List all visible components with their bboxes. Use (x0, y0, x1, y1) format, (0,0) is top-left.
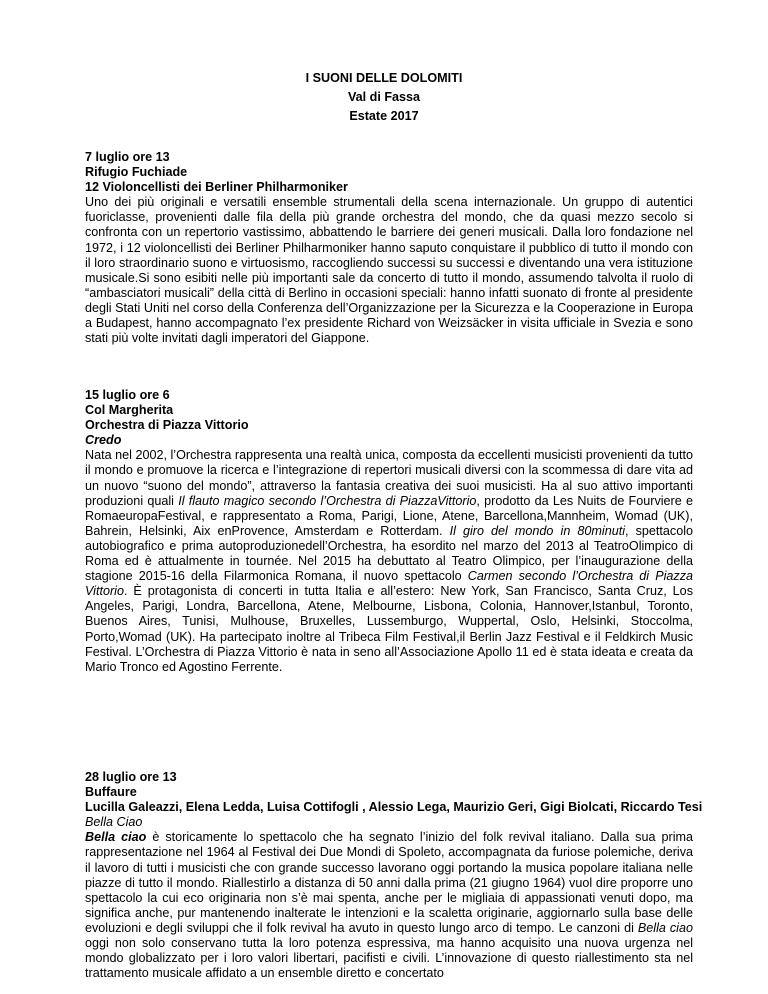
work-title: Il flauto magico secondo l’Orchestra di PiazzaVittorio (178, 493, 477, 508)
event-place: Buffaure (85, 785, 137, 800)
document-season: Estate 2017 (349, 109, 419, 123)
event-show-title: Bella Ciao (85, 815, 143, 830)
work-title: Bella ciao (637, 920, 693, 935)
description-text: , spettacolo autobiografico e prima autoproduzionedell’Orchestra, ha esordito nel marzo del 2013 al TeatroOlimpico di Roma ed è attualmente in tournée. Nel 2015 ha debuttato al Teatro Olimpico, per l’inaugurazione della stagione 2015-16 della Filarmonica Romana, il nuovo spettacolo (85, 523, 694, 584)
work-title: Bella ciao (85, 830, 147, 845)
description-text: oggi non solo conservano tutta la loro potenza espressiva, ma hanno acquisito una nuova urgenza nel mondo globalizzato per i loro valori libertari, pacifisti e civili. L’innovazione di questo riallestimento sta nel trattamento musicale affidato a un ensemble diretto e concertato (85, 936, 693, 981)
event-show-title: Credo (85, 433, 122, 448)
event-date: 7 luglio ore 13 (85, 150, 170, 164)
event-place: Rifugio Fuchiade (85, 165, 188, 180)
event-place: Col Margherita (85, 403, 174, 418)
event-performers: Orchestra di Piazza Vittorio (85, 418, 249, 433)
event-description (85, 830, 693, 981)
event-section (85, 150, 693, 346)
event-description: Uno dei più originali e versatili ensemble strumentali della scena internazionale. Un gruppo di autentici fuoriclasse, provenienti dalle fila della più grande orchestra del mondo, che da quasi mezzo secolo si confronta con un repertorio vastissimo, abbattendo le barriere dei generi musicali. Dalla loro fondazione nel 1972, i 12 violoncellisti dei Berliner Philharmoniker hanno saputo conquistare il pubblico di tutto il mondo con il loro straordinario suono e virtuosismo, raccogliendo successi su successi e diventando una vera istituzione musicale.Si sono esibiti nelle più importanti sale da concerto di tutto il mondo, assumendo talvolta il ruolo di “ambasciatori musicali” della città di Berlino in occasioni speciali: hanno infatti suonato di fronte al presidente degli Stati Uniti nel corso della Conferenza dell’Organizzazione per la Sicurezza e la Cooperazione in Europa a Budapest, hanno accompagnato l’ex presidente Richard von Weizsäcker in visita ufficiale in Svezia e sono stati più volte invitati dagli imperatori del Giappone. (85, 195, 693, 346)
event-date: 28 luglio ore 13 (85, 770, 177, 784)
work-title: Carmen secondo l’Orchestra di Piazza Vittorio (85, 569, 693, 599)
event-description (85, 448, 693, 674)
document-header (0, 69, 768, 126)
document-title: I SUONI DELLE DOLOMITI (305, 71, 463, 85)
event-date: 15 luglio ore 6 (85, 388, 170, 402)
document-subtitle: Val di Fassa (347, 90, 421, 104)
event-section (85, 770, 703, 981)
description-text: , prodotto da Les Nuits de Fourviere e RomaeuropaFestival, e rappresentato a Roma, Parigi, Lione, Atene, Barcellona,Mannheim, Womad (UK), Bahrein, Helsinki, Aix enProvence, Amsterdam e Rotterdam. (85, 493, 693, 538)
description-text: Nata nel 2002, l’Orchestra rappresenta una realtà unica, composta da eccellenti musicisti provenienti da tutto il mondo e promuove la ricerca e l’integrazione di repertori musicali diversi con la scommessa di dare vita ad un nuovo “suono del mondo”, attraverso la fantasia creativa dei suoi musicisti. Ha al suo attivo importanti produzioni quali (85, 448, 693, 508)
event-performers: Lucilla Galeazzi, Elena Ledda, Luisa Cottifogli , Alessio Lega, Maurizio Geri, Gigi Biolcati, Riccardo Tesi (85, 800, 703, 815)
event-performers: 12 Violoncellisti dei Berliner Philharmoniker (85, 180, 348, 195)
event-section (85, 388, 693, 675)
description-text: . È protagonista di concerti in tutta Italia e all’estero: New York, San Francisco, Santa Cruz, Los Angeles, Parigi, Londra, Barcellona, Atene, Melbourne, Lisbona, Colonia, Hannover,Istanbul, Toronto, Buenos Aires, Tunisi, Mulhouse, Bruxelles, Lussemburgo, Wuppertal, Oslo, Helsinki, Stoccolma, Porto,Womad (UK). Ha partecipato inoltre al Tribeca Film Festival,il Berlin Jazz Festival e il Feldkirch Music Festival. L’Orchestra di Piazza Vittorio è nata in seno all’Associazione Apollo 11 ed è stata ideata e creata da Mario Tronco ed Agostino Ferrente. (85, 584, 693, 674)
description-text: è storicamente lo spettacolo che ha segnato l’inizio del folk revival italiano. Dalla sua prima rappresentazione nel 1964 al Festival dei Due Mondi di Spoleto, accompagnata da furiose polemiche, deriva il lavoro di tutti i musicisti che con grande successo lavorano oggi portando la musica popolare italiana nelle piazze di tutto il mondo. Riallestirlo a distanza di 50 anni dalla prima (21 giugno 1964) vuol dire proporre uno spettacolo la cui eco originaria non s’è mai spenta, anche per le migliaia di appassionati venuti dopo, ma significa anche, pur mantenendo inalterate le intenzioni e la scaletta originarie, aggiornarlo sulla base delle evoluzioni e degli sviluppi che il folk revival ha avuto in questo lungo arco di tempo. Le canzoni di (85, 830, 693, 935)
work-title: Il giro del mondo in 80minuti (449, 523, 626, 538)
